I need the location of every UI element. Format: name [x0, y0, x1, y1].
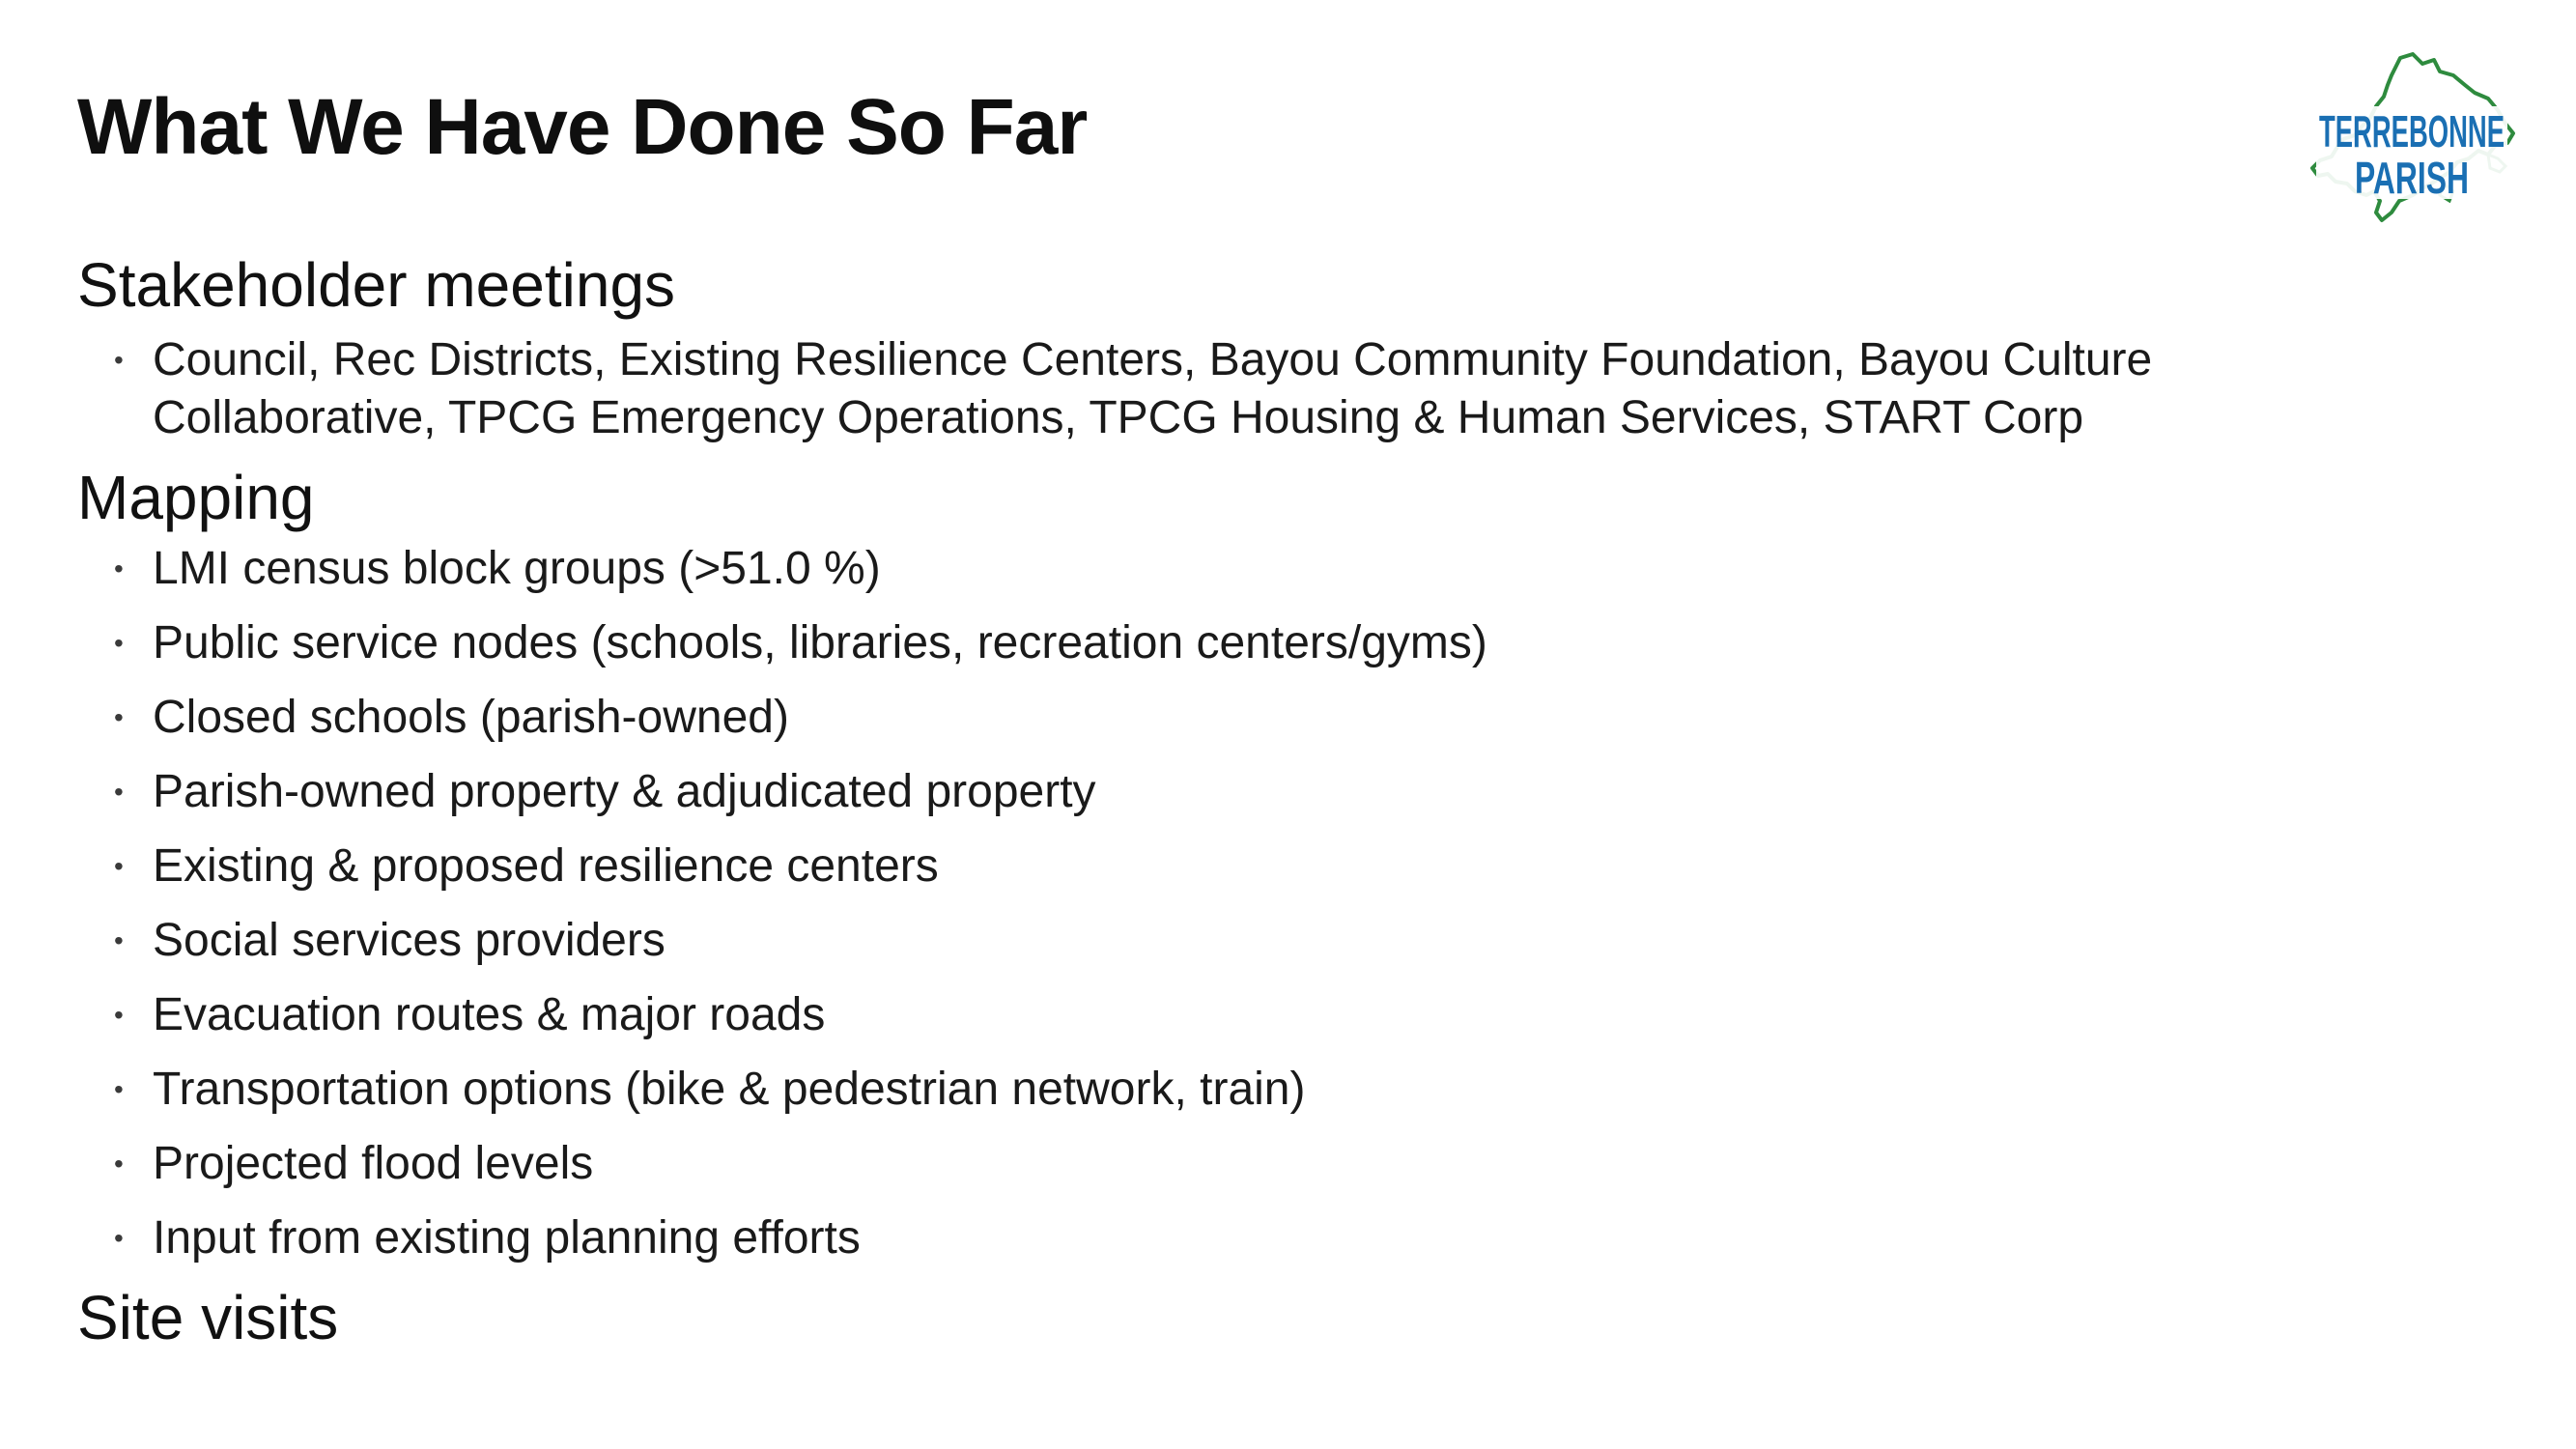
- bullet-icon: •: [114, 345, 124, 375]
- bullet-icon: •: [114, 1223, 124, 1253]
- list-item: [77, 1135, 2434, 1193]
- list-item: [77, 1209, 2434, 1267]
- logo-line1: TERREBONNE: [2319, 106, 2505, 156]
- list-item-text: Council, Rec Districts, Existing Resilience Centers, Bayou Community Foundation, Bayou Culture Collaborative, TPCG Emergency Operations, TPCG Housing & Human Services, START Corp: [153, 334, 2153, 443]
- list-item: [77, 1061, 2434, 1119]
- bullet-icon: •: [114, 1000, 124, 1030]
- list-item: [77, 763, 2434, 821]
- list-item: [77, 986, 2434, 1044]
- list-item-text: Evacuation routes & major roads: [153, 989, 826, 1040]
- bullet-icon: •: [114, 777, 124, 807]
- section-heading-mapping: Mapping: [77, 463, 315, 532]
- list-item-text: Public service nodes (schools, libraries, recreation centers/gyms): [153, 617, 1487, 668]
- bullet-icon: •: [114, 628, 124, 658]
- list-item-text: Parish-owned property & adjudicated property: [153, 766, 1096, 817]
- slide-title: What We Have Done So Far: [77, 83, 1088, 171]
- list-item: [77, 689, 2434, 747]
- list-item-text: LMI census block groups (>51.0 %): [153, 543, 881, 594]
- list-item-text: Transportation options (bike & pedestrian network, train): [153, 1064, 1306, 1115]
- list-item: [77, 912, 2434, 970]
- bullet-icon: •: [114, 1149, 124, 1179]
- logo-line2: PARISH: [2355, 153, 2469, 203]
- list-item-text: Existing & proposed resilience centers: [153, 840, 939, 892]
- list-item: [77, 838, 2434, 895]
- bullet-icon: •: [114, 1074, 124, 1104]
- list-item: [77, 614, 2434, 672]
- list-item-text: Closed schools (parish-owned): [153, 692, 789, 743]
- slide-content: [77, 246, 2434, 1356]
- section-heading-stakeholder-meetings: Stakeholder meetings: [77, 250, 676, 320]
- bullet-icon: •: [114, 925, 124, 955]
- stakeholder-list: [77, 331, 2434, 447]
- list-item-text: Social services providers: [153, 915, 665, 966]
- mapping-list: [77, 540, 2434, 1267]
- list-item: [77, 540, 2434, 598]
- section-heading-site-visits: Site visits: [77, 1283, 339, 1352]
- list-item-text: Projected flood levels: [153, 1138, 594, 1189]
- list-item: [77, 331, 2434, 447]
- bullet-icon: •: [114, 851, 124, 881]
- bullet-icon: •: [114, 554, 124, 583]
- bullet-icon: •: [114, 702, 124, 732]
- terrebonne-parish-logo: [2299, 50, 2521, 229]
- list-item-text: Input from existing planning efforts: [153, 1212, 861, 1264]
- parish-outline-icon: [2299, 50, 2521, 229]
